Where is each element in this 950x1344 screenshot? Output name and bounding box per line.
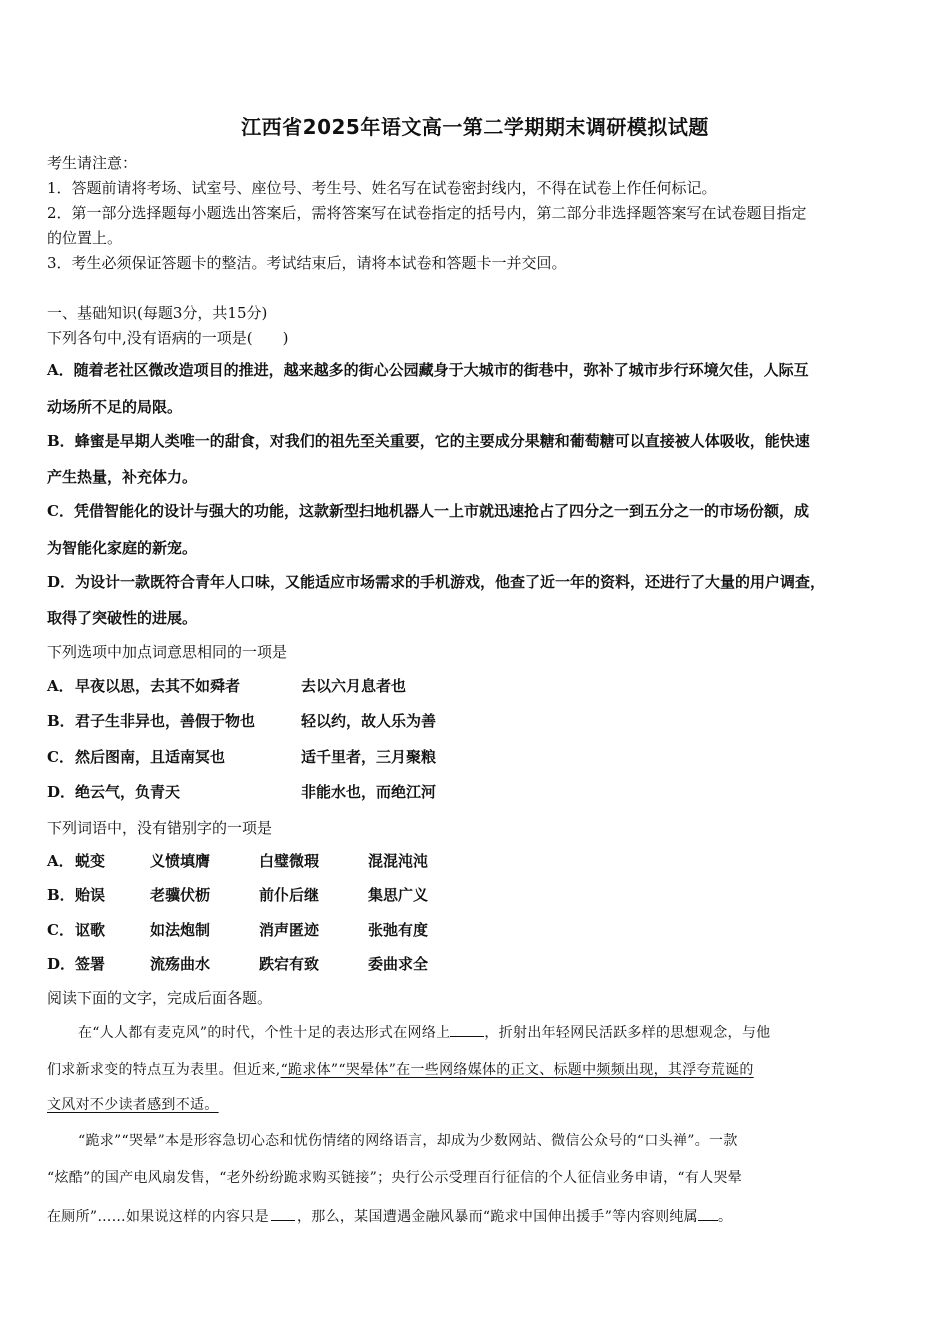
q1-option-a: A．随着老社区微改造项目的推进，越来越多的街心公园藏身于大城市的街巷中，弥补了城市步行环境欠佳，人际互 bbox=[47, 361, 809, 379]
passage-line: “跪求”“哭晕”本是形容急切心态和忧伤情绪的网络语言，却成为少数网站、微信公众号的“口头禅”。一款 bbox=[78, 1133, 738, 1149]
q1-option-d: D．为设计一款既符合青年人口味，又能适应市场需求的手机游戏，他查了近一年的资料，还进行了大量的用户调查， bbox=[47, 573, 826, 591]
exam-page: 江西省2025年语文高一第二学期期末调研模拟试题 考生请注意： 1．答题前请将考场、试室号、座位号、考生号、姓名写在试卷密封线内，不得在试卷上作任何标记。 2．第一部分选择题每小题选出答案后，需将答案写在试卷指定的括号内，第二部分非选择题答案写在试卷题目指定 的位置上。 3．考生必须保证答题卡的整洁。考试结束后，请将本试卷和答题卡一并交回。 一、基础知识(每题3分，共15分) 下列各句中,没有语病的一项是( ) A．随着老社区微改造项目的推进，越来越多的街心公园藏身于大城市的街巷中，弥补了城市步行环境欠佳，人际互 动场所不足的局限。 B．蜂蜜是早期人类唯一的甜食，对我们的祖先至关重要，它的主要成分果糖和葡萄糖可以直接被人体吸收，能快速 产生热量，补充体力。 C．凭借智能化的设计与强大的功能，这款新型扫地机器人一上市就迅速抢占了四分之一到五分之一的市场份额，成 为智能化家庭的新宠。 D．为设计一款既符合青年人口味，又能适应市场需求的手机游戏，他查了近一年的资料，还进行了大量的用户调查， 取得了突破性的进展。 下列选项中加点词意思相同的一项是 A． 早夜以思，去其不如舜者 去以六月息者也 B． 君子生非异也，善假于物也 轻以约，故人乐为善 C． 然后图南，且适南冥也 适千里者，三月聚粮 D． 绝云气，负青天 非能水也，而绝江河 下列词语中，没有错别字的一项是 A． 蜕变 义愤填膺 白璧微瑕 混混沌沌 B． 贻误 老骥伏枥 前仆后继 集思广义 C． 讴歌 如法炮制 消声匿迹 张弛有度 D． 签署 流殇曲水 跌宕有致 委曲求全 阅读下面的文字，完成后面各题。 在“人人都有麦克风”的时代，个性十足的表达形式在网络上 ，折射出年轻网民活跃多样的思想观念，与他 们求新求变的特点互为表里。但近来,“跪求体”“哭晕体”在一些网络媒体的正文、标题中频频出现，其浮夸荒诞的 文风对不少读者感到不适。 “跪求”“哭晕”本是形容急切心态和忧伤情绪的网络语言，却成为少数网站、微信公众号的“口头禅”。一款 “炫酷”的国产电风扇发售，“老外纷纷跪求购买链接”；央行公示受理百行征信的个人征信业务申请，“有人哭晕 在厕所”……如果说这样的内容只是 ，那么，某国遭遇金融风暴而“跪求中国伸出援手”等内容则纯属 。 bbox=[0, 0, 950, 1344]
question-stem: 下列各句中,没有语病的一项是( ) bbox=[47, 329, 289, 347]
notice-heading-text: 考生请注意： bbox=[47, 154, 138, 172]
underlined-sentence: “跪求体”“哭晕体”在一些网络媒体的正文、标题中频频出现，其浮夸荒诞的 bbox=[280, 1062, 754, 1078]
passage-line: “炫酷”的国产电风扇发售，“老外纷纷跪求购买链接”；央行公示受理百行征信的个人征信业务申请，“有人哭晕 bbox=[47, 1170, 743, 1186]
underlined-sentence: 文风对不少读者感到不适。 bbox=[47, 1097, 219, 1113]
fill-blank bbox=[450, 1023, 484, 1037]
reading-intro: 阅读下面的文字，完成后面各题。 bbox=[47, 989, 273, 1007]
passage-line: 在“人人都有麦克风”的时代，个性十足的表达形式在网络上 ，折射出年轻网民活跃多样的思想观念，与他 bbox=[78, 1025, 771, 1041]
notice-item: 2．第一部分选择题每小题选出答案后，需将答案写在试卷指定的括号内，第二部分非选择题答案写在试卷题目指定 bbox=[47, 204, 807, 222]
q1-option-b-cont: 产生热量，补充体力。 bbox=[47, 468, 198, 486]
q1-option-c: C．凭借智能化的设计与强大的功能，这款新型扫地机器人一上市就迅速抢占了四分之一到五分之一的市场份额，成 bbox=[47, 502, 809, 520]
page-title: 江西省2025年语文高一第二学期期末调研模拟试题 bbox=[241, 115, 709, 139]
notice-item: 1．答题前请将考场、试室号、座位号、考生号、姓名写在试卷密封线内，不得在试卷上作任何标记。 bbox=[47, 179, 717, 197]
q1-option-d-cont: 取得了突破性的进展。 bbox=[47, 609, 198, 627]
q1-option-c-cont: 为智能化家庭的新宠。 bbox=[47, 539, 198, 557]
section-heading: 一、基础知识(每题3分，共15分) bbox=[47, 304, 268, 322]
fill-blank bbox=[271, 1207, 295, 1221]
notice-item: 3．考生必须保证答题卡的整洁。考试结束后，请将本试卷和答题卡一并交回。 bbox=[47, 254, 567, 272]
question-stem: 下列选项中加点词意思相同的一项是 bbox=[47, 643, 288, 661]
q1-option-b: B．蜂蜜是早期人类唯一的甜食，对我们的祖先至关重要，它的主要成分果糖和葡萄糖可以直接被人体吸收，能快速 bbox=[47, 432, 810, 450]
fill-blank bbox=[698, 1207, 718, 1221]
question-stem: 下列词语中，没有错别字的一项是 bbox=[47, 819, 273, 837]
passage-line bbox=[47, 1096, 219, 1114]
notice-item: 的位置上。 bbox=[47, 229, 123, 247]
passage-line: 们求新求变的特点互为表里。但近来,“跪求体”“哭晕体”在一些网络媒体的正文、标题中频频出现，其浮夸荒诞的 bbox=[47, 1062, 754, 1078]
passage-line: 在厕所”……如果说这样的内容只是 ，那么，某国遭遇金融风暴而“跪求中国伸出援手”等内容则纯属 。 bbox=[47, 1209, 733, 1225]
q1-option-a-cont: 动场所不足的局限。 bbox=[47, 398, 183, 416]
